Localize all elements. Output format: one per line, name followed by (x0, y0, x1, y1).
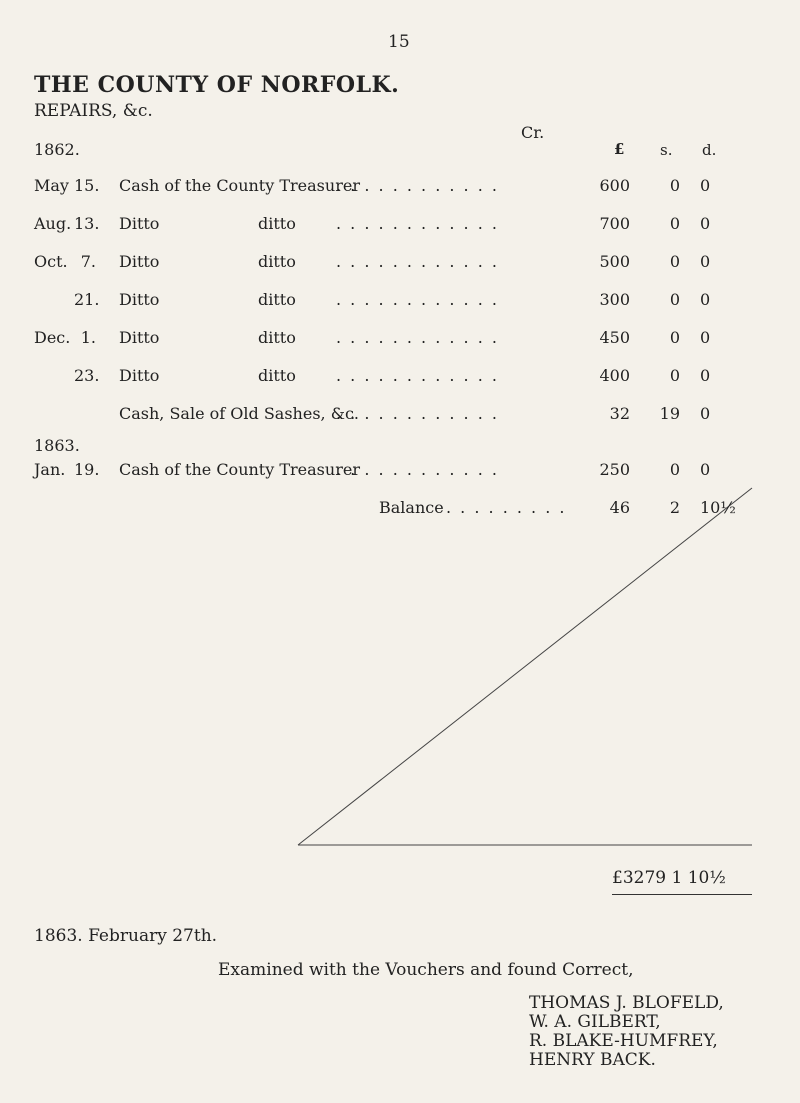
balance-label: Balance (379, 498, 444, 517)
entry-month: May (34, 176, 69, 195)
entry-shillings: 0 (669, 214, 680, 233)
year-heading-1863: 1863. (34, 436, 80, 455)
ledger-row (0, 328, 800, 352)
pence-column-header: d. (702, 141, 717, 159)
entry-ditto: ditto (258, 214, 296, 233)
entry-pence: 0 (700, 460, 711, 479)
entry-day: 23. (74, 366, 100, 385)
entry-month: Oct. (34, 252, 68, 271)
ledger-row (0, 252, 800, 276)
entry-pence: 0 (700, 176, 711, 195)
ledger-row (0, 460, 800, 484)
entry-shillings: 0 (669, 366, 680, 385)
signature-line: W. A. GILBERT, (529, 1012, 661, 1032)
entry-description: Cash of the County Treasurer (119, 460, 360, 479)
entry-description: Ditto (119, 290, 160, 309)
balance-row (0, 498, 800, 522)
entry-day: 15. (74, 176, 100, 195)
examined-statement: Examined with the Vouchers and found Correct, (218, 960, 634, 980)
ledger-row (0, 404, 800, 428)
entry-description: Cash, Sale of Old Sashes, &c. (119, 404, 359, 423)
entry-shillings: 19 (659, 404, 680, 423)
leader-dots: . . . . . . . . . . . . (336, 176, 499, 195)
page-title: THE COUNTY OF NORFOLK. (34, 72, 400, 98)
entry-shillings: 0 (669, 460, 680, 479)
entry-ditto: ditto (258, 252, 296, 271)
entry-shillings: 0 (669, 328, 680, 347)
entry-month: Jan. (34, 460, 66, 479)
entry-day: 19. (74, 460, 100, 479)
entry-pounds: 600 (599, 176, 630, 195)
leader-dots: . . . . . . . . . . . . (336, 460, 499, 479)
leader-dots: . . . . . . . . . . . . (336, 252, 499, 271)
entry-day: 7. (80, 252, 96, 271)
entry-pounds: 400 (599, 366, 630, 385)
balance-pounds: 46 (609, 498, 630, 517)
total-underline (612, 894, 752, 895)
ledger-row (0, 214, 800, 238)
signature-line: HENRY BACK. (529, 1050, 656, 1070)
entry-month: Dec. (34, 328, 71, 347)
entry-ditto: ditto (258, 290, 296, 309)
shillings-column-header: s. (660, 141, 673, 159)
leader-dots: . . . . . . . . . . . . (336, 404, 499, 423)
leader-dots: . . . . . . . . . . . . (336, 328, 499, 347)
entry-pounds: 300 (599, 290, 630, 309)
entry-description: Ditto (119, 328, 160, 347)
balance-pence: 10½ (700, 498, 736, 517)
entry-pence: 0 (700, 252, 711, 271)
entry-day: 13. (74, 214, 100, 233)
signature-line: R. BLAKE-HUMFREY, (529, 1031, 718, 1051)
grand-total: £3279 1 10½ (612, 868, 726, 888)
entry-pence: 0 (700, 290, 711, 309)
credit-side-label: Cr. (521, 123, 545, 142)
leader-dots: . . . . . . . . . (446, 498, 567, 517)
entry-pounds: 250 (599, 460, 630, 479)
ledger-row (0, 176, 800, 200)
entry-pence: 0 (700, 328, 711, 347)
entry-description: Ditto (119, 366, 160, 385)
entry-pence: 0 (700, 404, 711, 423)
auditor-signatures (529, 994, 724, 1070)
section-subtitle: REPAIRS, &c. (34, 101, 153, 121)
leader-dots: . . . . . . . . . . . . (336, 214, 499, 233)
signature-line: THOMAS J. BLOFELD, (529, 993, 724, 1013)
entry-pence: 0 (700, 214, 711, 233)
ledger-row (0, 366, 800, 390)
entry-pence: 0 (700, 366, 711, 385)
entry-shillings: 0 (669, 176, 680, 195)
entry-ditto: ditto (258, 328, 296, 347)
leader-dots: . . . . . . . . . . . . (336, 290, 499, 309)
ledger-row (0, 290, 800, 314)
entry-day: 21. (74, 290, 100, 309)
entry-shillings: 0 (669, 252, 680, 271)
audit-date: 1863. February 27th. (34, 926, 218, 946)
entry-month: Aug. (34, 214, 72, 233)
entry-pounds: 500 (599, 252, 630, 271)
leader-dots: . . . . . . . . . . . . (336, 366, 499, 385)
entry-pounds: 700 (599, 214, 630, 233)
entry-day: 1. (80, 328, 96, 347)
year-heading-1862: 1862. (34, 140, 80, 159)
entry-ditto: ditto (258, 366, 296, 385)
pounds-column-header: £ (614, 140, 625, 158)
entry-shillings: 0 (669, 290, 680, 309)
entry-description: Ditto (119, 252, 160, 271)
entry-pounds: 450 (599, 328, 630, 347)
entry-description: Ditto (119, 214, 160, 233)
entry-pounds: 32 (609, 404, 630, 423)
page-number: 15 (388, 32, 410, 52)
entry-description: Cash of the County Treasurer (119, 176, 360, 195)
balance-shillings: 2 (669, 498, 680, 517)
